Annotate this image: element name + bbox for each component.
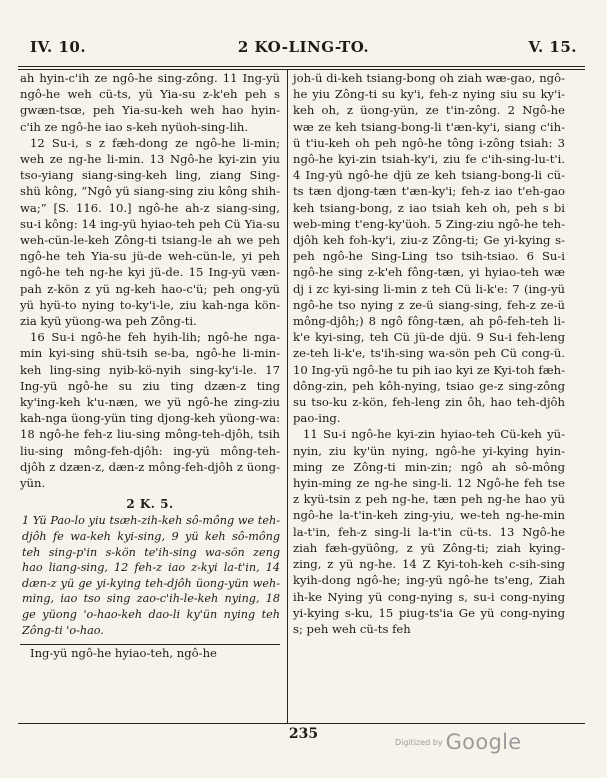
footer-rule (18, 723, 585, 724)
left-paragraph-3: 16 Su-i ngô-he feh hyih-lih; ngô-he nga-min kyi-sing shü-tsih se-ba, ngô-he li-min-keh ling-sing nyib-kö-nyih sing-ky'i-le. 17 Ing-yü ngô-he su ziu ting dzæn-z ting ky'ing-keh k'u-næn, we yü ngô-he zing-ziu kah-nga üong-yün ting djong-keh yüong-wa: 18 ngô-he feh-z liu-sing mông-teh-djôh, tsih liu-sing mông-feh-djôh: ing-yü mông-teh-djôh z dzæn-z, dæn-z mông-feh-djôh z üong-yün. (20, 330, 280, 491)
chapter-summary: 1 Yü Pao-lo yiu tsæh-zih-keh sô-mông we teh-djôh fe wa-keh kyi-sing, 9 yü keh sô-mông teh sing-p'in s-kön te'ih-sing wa-sön zeng hao liang-sing, 12 feh-z iao z-kyi la-t'in, 14 dæn-z yü ge yi-kying teh-djôh üong-yün weh-ming, iao tso sing zao-c'ih-le-keh nying, 18 ge yüong 'o-hao-keh dao-li ky'ün nying teh Zông-ti 'o-hao. (20, 513, 280, 645)
left-paragraph-2: 12 Su-i, s z fæh-dong ze ngô-he li-min; weh ze ng-he li-min. 13 Ngô-he kyi-zin yiu tso-yiang siang-sing-keh ling, ziang Sing-shü kông, “Ngô yü siang-sing ziu kông shih-wa;” [S. 116. 10.] ngô-he ah-z siang-sing, su-i kông: 14 ing-yü hyiao-teh peh Cü Yia-su weh-cün-le-keh Zông-ti tsiang-le ah we peh ngô-he teh Yia-su jü-de weh-cün-le, yi peh ngô-he teh ng-he kyi jü-de. 15 Ing-yü væn-pah z-kön z yü ng-keh hao-c'ü; peh ong-yü yü hyü-to nying to-ky'i-le, ziu kah-nga kön-zia kyü yüong-wa peh Zông-ti. (20, 135, 280, 329)
column-divider (287, 69, 288, 723)
header-rule (18, 66, 585, 67)
running-header (30, 38, 577, 62)
right-paragraph-1: joh-ü di-keh tsiang-bong oh ziah wæ-gao, ngô-he yiu Zông-ti su ky'i, feh-z nying siu su ky'i-keh oh, z üong-yün, ze t'in-zông. 2 Ngô-he wæ ze keh tsiang-bong-li t'æn-ky'i, siang c'ih-ü t'iu-keh oh peh ngô-he tông i-zông tsiah: 3 ngô-he kyi-zin tsiah-ky'i, ziu fe c'ih-sing-lu-t'i. 4 Ing-yü ngô-he djü ze keh tsiang-bong-li cü-ts tæn djong-tæn t'æn-ky'i; feh-z iao t'eh-gao keh tsiang-bong, z iao tsiah keh oh, peh s bi web-ming t'eng-ky'üoh. 5 Zing-ziu ngô-he teh-djôh keh foh-ky'i, ziu-z Zông-ti; Ge yi-kying s-peh ngô-he Sing-Ling tso tsih-tsiao. 6 Su-i ngô-he sing z-k'eh fông-tæn, yi hyiao-teh wæ dj i zc kyi-sing li-min z teh Cü li-k'e: 7 (ing-yü ngô-he tso nying z ze-ü siang-sing, feh-z ze-ü mông-djôh;) 8 ngô fông-tæn, ah pô-feh-teh li-k'e kyi-sing, teh Cü jü-de djü. 9 Su-i feh-leng ze-teh li-k'e, ts'ih-sing wa-sön peh Cü cong-ü. 10 Ing-yü ngô-he tu pih iao kyi ze Kyi-toh fæh-dông-zin, peh kôh-nying, tsiao ge-z sing-zông su tso-ku z-kön, feh-leng zin ôh, hao teh-djôh pao-ing. (293, 71, 565, 426)
right-paragraph-2: 11 Su-i ngô-he kyi-zin hyiao-teh Cü-keh yü-nyin, ziu ky'ün nying, ngô-he yi-kying hyin-ming ze Zông-ti min-zin; ngô ah sô-mông hyin-ming ze ng-he sing-li. 12 Ngô-he feh tse z kyü-tsin z peh ng-he, tæn peh ng-he hao yü ngô-he la-t'in-keh zing-yiu, we-teh ng-he-min la-t'in, feh-z sing-li la-t'in cü-ts. 13 Ngô-he ziah fæh-gyüông, z yü Zông-ti; ziah kying-zing, z yü ng-he. 14 Z Kyi-toh-keh c-sih-sing kyih-dong ngô-he; ing-yü ngô-he ts'eng, Ziah ih-ke Nying yü cong-nying s, su-i cong-nying yi-kying s-ku, 15 piug-ts'ia Ge yü cong-nying s; peh weh cü-ts feh (293, 427, 565, 636)
left-paragraph-1: ah hyin-c'ih ze ngô-he sing-zông. 11 Ing-yü ngô-he weh cü-ts, yü Yia-su z-k'eh peh s gwæn-tsœ, peh Yia-su-keh weh hao hyin-c'ih ze ngô-he iao s-keh nyüoh-sing-lih. (20, 71, 280, 134)
digitization-watermark (395, 730, 521, 754)
header-chapter-left: IV. 10. (30, 38, 87, 56)
chapter-first-line: Ing-yü ngô-he hyiao-teh, ngô-he (30, 646, 217, 661)
chapter-heading: 2 K. 5. (126, 497, 174, 512)
header-book-title: 2 KO-LING-TO. (237, 38, 370, 56)
page-number: 235 (288, 726, 319, 742)
left-column (20, 70, 280, 661)
watermark-logo-text: Google (445, 730, 522, 754)
watermark-caption: Digitized by (395, 737, 443, 747)
header-chapter-right: V. 15. (528, 38, 577, 56)
right-column (293, 70, 565, 637)
